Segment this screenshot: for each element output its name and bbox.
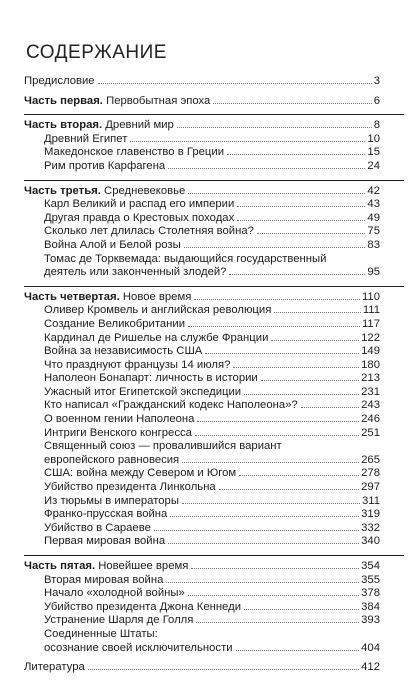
toc-entry-title: Убийство президента Джона Кеннеди xyxy=(44,600,242,613)
toc-entry-title xyxy=(24,95,210,109)
toc-page-number: 75 xyxy=(367,225,380,238)
toc-entry[interactable] xyxy=(24,198,404,212)
part-title: Первобытная эпоха xyxy=(102,94,211,107)
toc-leader-dots xyxy=(188,326,360,327)
toc-entry-title: Что празднуют французы 14 июля? xyxy=(44,358,231,371)
toc-entry[interactable] xyxy=(24,535,404,549)
toc-entry-title: Устранение Шарля де Голля xyxy=(44,614,194,627)
toc-entry-title: Македонское главенство в Греции xyxy=(44,146,224,159)
toc-page-number: 404 xyxy=(361,641,380,654)
toc-entry[interactable] xyxy=(24,495,404,509)
toc-leader-dots xyxy=(168,543,359,544)
toc-page-number: 251 xyxy=(361,426,380,439)
toc-entry-title: Оливер Кромвель и английская революция xyxy=(44,304,272,317)
toc-page-number: 49 xyxy=(367,211,380,224)
toc-leader-dots xyxy=(168,168,365,169)
toc-entry-line: Томас де Торквемада: выдающийся государственный xyxy=(44,252,327,265)
toc-entry[interactable] xyxy=(24,614,404,628)
toc-entry[interactable] xyxy=(24,508,404,522)
toc-entry[interactable] xyxy=(24,427,404,441)
part-heading[interactable] xyxy=(24,95,404,109)
toc-page-number: 111 xyxy=(362,304,380,317)
toc-entry[interactable] xyxy=(24,318,404,332)
toc-entry-title: европейского равновесия xyxy=(44,453,180,466)
toc-entry[interactable] xyxy=(24,133,404,147)
toc-page-number: 231 xyxy=(361,385,380,398)
toc-leader-dots xyxy=(184,247,366,248)
toc-entry-title xyxy=(24,119,174,133)
toc-entry[interactable] xyxy=(24,304,404,318)
section-divider xyxy=(24,286,404,287)
part-title: Средневековье xyxy=(100,184,186,197)
toc-entry[interactable] xyxy=(24,160,404,174)
toc-entry[interactable] xyxy=(24,266,404,280)
toc-page-number: 3 xyxy=(373,75,380,87)
toc-entry-title: Предисловие xyxy=(24,75,95,87)
toc-entry-title: деятель или законченный злодей? xyxy=(44,266,227,279)
toc-page-number: 355 xyxy=(361,573,380,586)
part-label: Часть первая. xyxy=(24,94,103,107)
toc-page-number: 311 xyxy=(361,494,380,507)
toc-page-number: 10 xyxy=(367,132,380,145)
toc-entry-title: Наполеон Бонапарт: личность в истории xyxy=(44,372,258,385)
part-title: Новое время xyxy=(119,290,192,303)
toc-entry[interactable] xyxy=(24,75,404,89)
toc-entry[interactable] xyxy=(24,225,404,239)
toc-entry[interactable] xyxy=(24,661,404,675)
toc-leader-dots xyxy=(196,622,359,623)
toc-leader-dots xyxy=(257,233,366,234)
toc-page-number: 95 xyxy=(367,266,380,279)
toc-leader-dots xyxy=(154,530,359,531)
part-page-number: 42 xyxy=(367,184,380,197)
toc-leader-dots xyxy=(182,503,360,504)
toc-page-number: 412 xyxy=(361,661,380,674)
part-label: Часть третья. xyxy=(24,184,101,197)
toc-entry-title: Кто написал «Гражданский кодекс Наполеона»? xyxy=(44,399,298,412)
toc-entry-title xyxy=(24,560,188,574)
toc-leader-dots xyxy=(170,516,359,517)
part-page-number: 6 xyxy=(373,94,380,107)
toc-page-number: 384 xyxy=(361,600,380,613)
toc-entry-title: О военном гении Наполеона xyxy=(44,413,195,426)
toc-leader-dots xyxy=(219,489,359,490)
toc-leader-dots xyxy=(274,312,361,313)
toc-leader-dots xyxy=(236,650,360,651)
part-page-number: 110 xyxy=(361,290,380,303)
toc-entry-title: Литература xyxy=(24,661,85,674)
toc-leader-dots xyxy=(261,380,359,381)
toc-entry[interactable] xyxy=(24,522,404,536)
toc-page-number: 43 xyxy=(367,198,380,211)
toc-entry-title: Рим против Карфагена xyxy=(44,159,166,172)
toc-entry[interactable] xyxy=(24,212,404,226)
toc-entry-title: Начало «холодной войны» xyxy=(44,587,185,600)
toc-leader-dots xyxy=(166,582,359,583)
toc-entry-title: Создание Великобритании xyxy=(44,317,186,330)
toc-entry-title: Убийство президента Линкольна xyxy=(44,481,216,494)
toc-page-number: 265 xyxy=(361,453,380,466)
toc-leader-dots xyxy=(271,340,359,341)
toc-page-number: 332 xyxy=(361,521,380,534)
toc-entry[interactable] xyxy=(24,146,404,160)
toc-entry[interactable] xyxy=(24,372,404,386)
toc-entry-title xyxy=(24,185,185,199)
toc-leader-dots xyxy=(213,103,371,104)
toc-entry[interactable] xyxy=(24,386,404,400)
toc-entry-title: осознание своей исключительности xyxy=(44,641,233,654)
toc-leader-dots xyxy=(194,299,360,300)
toc-leader-dots xyxy=(227,154,365,155)
toc-entry-title xyxy=(24,291,191,305)
toc-page-number: 117 xyxy=(361,317,380,330)
toc-entry-title: Ужасный итог Египетской экспедиции xyxy=(44,385,242,398)
toc-entry-title: Кардинал де Ришелье на службе Франции xyxy=(44,331,269,344)
toc-entry[interactable] xyxy=(24,481,404,495)
toc-leader-dots xyxy=(177,127,372,128)
toc-leader-dots xyxy=(205,353,359,354)
toc-entry-title: Интриги Венского конгресса xyxy=(44,426,192,439)
toc-entry-title: Первая мировая война xyxy=(44,535,166,548)
toc-entry-title: Из тюрьмы в императоры xyxy=(44,494,179,507)
toc-leader-dots xyxy=(244,609,359,610)
section-divider xyxy=(24,555,404,556)
toc-entry-title: Война за независимость США xyxy=(44,345,203,358)
part-page-number: 8 xyxy=(373,119,380,132)
toc-leader-dots xyxy=(244,394,359,395)
part-label: Часть четвертая. xyxy=(24,290,120,303)
toc-leader-dots xyxy=(301,407,359,408)
toc-entry[interactable] xyxy=(24,239,404,253)
toc-entry[interactable] xyxy=(24,345,404,359)
part-page-number: 354 xyxy=(361,560,380,572)
toc-entry-title: Убийство в Сараеве xyxy=(44,521,151,534)
toc-entry-title: США: война между Севером и Югом xyxy=(44,467,237,480)
toc-entry-title: Франко-прусская война xyxy=(44,508,168,521)
toc-leader-dots xyxy=(130,141,365,142)
toc-leader-dots xyxy=(237,206,365,207)
toc-entry-title: Война Алой и Белой розы xyxy=(44,238,181,251)
toc-page-number: 122 xyxy=(361,331,380,344)
toc-page-number: 297 xyxy=(361,481,380,494)
toc-entry[interactable] xyxy=(24,399,404,413)
toc-leader-dots xyxy=(188,193,365,194)
part-title: Новейшее время xyxy=(95,560,189,572)
toc-page-number: 243 xyxy=(361,399,380,412)
toc-entry[interactable] xyxy=(24,359,404,373)
toc-leader-dots xyxy=(98,83,372,84)
toc-leader-dots xyxy=(197,421,359,422)
toc-leader-dots xyxy=(188,595,359,596)
toc-page-number: 83 xyxy=(367,238,380,251)
toc-entry[interactable] xyxy=(24,587,404,601)
toc-leader-dots xyxy=(195,435,359,436)
part-title: Древний мир xyxy=(102,119,174,132)
toc-page-number: 393 xyxy=(361,614,380,627)
toc-page-number: 213 xyxy=(361,372,380,385)
page-title: СОДЕРЖАНИЕ xyxy=(26,42,167,63)
toc-page-number: 15 xyxy=(367,146,380,159)
toc-entry[interactable] xyxy=(24,574,404,588)
toc-leader-dots xyxy=(239,475,359,476)
toc-page-number: 149 xyxy=(361,345,380,358)
toc-entry[interactable] xyxy=(24,454,404,468)
toc-page-number: 180 xyxy=(361,358,380,371)
part-heading[interactable] xyxy=(24,560,404,574)
toc-leader-dots xyxy=(233,367,359,368)
toc-entry-title: Карл Великий и распад его империи xyxy=(44,198,235,211)
toc-page-number: 24 xyxy=(367,159,380,172)
toc-page-number: 246 xyxy=(361,413,380,426)
toc-entry-title: Другая правда о Крестовых походах xyxy=(44,211,235,224)
toc-page-number: 278 xyxy=(361,467,380,480)
toc-leader-dots xyxy=(229,274,365,275)
toc-entry[interactable] xyxy=(24,642,404,656)
part-heading[interactable] xyxy=(24,119,404,133)
part-heading[interactable] xyxy=(24,291,404,305)
section-divider xyxy=(24,180,404,181)
toc-leader-dots xyxy=(88,669,359,670)
toc-entry[interactable] xyxy=(24,601,404,615)
table-of-contents xyxy=(24,75,404,675)
toc-entry-title: Вторая мировая война xyxy=(44,573,164,586)
toc-entry[interactable] xyxy=(24,413,404,427)
toc-page-number: 319 xyxy=(361,508,380,521)
part-label: Часть пятая. xyxy=(24,560,96,572)
toc-page-number: 340 xyxy=(361,535,380,548)
toc-entry-title: Древний Египет xyxy=(44,132,128,145)
toc-page-number: 378 xyxy=(361,587,380,600)
toc-leader-dots xyxy=(182,462,359,463)
toc-leader-dots xyxy=(191,568,359,569)
section-divider xyxy=(24,114,404,115)
toc-entry[interactable] xyxy=(24,332,404,346)
toc-entry[interactable] xyxy=(24,467,404,481)
toc-entry-line: Священный союз — провалившийся вариант xyxy=(44,440,282,453)
part-label: Часть вторая. xyxy=(24,119,103,132)
part-heading[interactable] xyxy=(24,185,404,199)
toc-entry-title: Сколько лет длилась Столетняя война? xyxy=(44,225,254,238)
toc-entry-line: Соединенные Штаты: xyxy=(44,627,158,640)
toc-leader-dots xyxy=(237,220,365,221)
